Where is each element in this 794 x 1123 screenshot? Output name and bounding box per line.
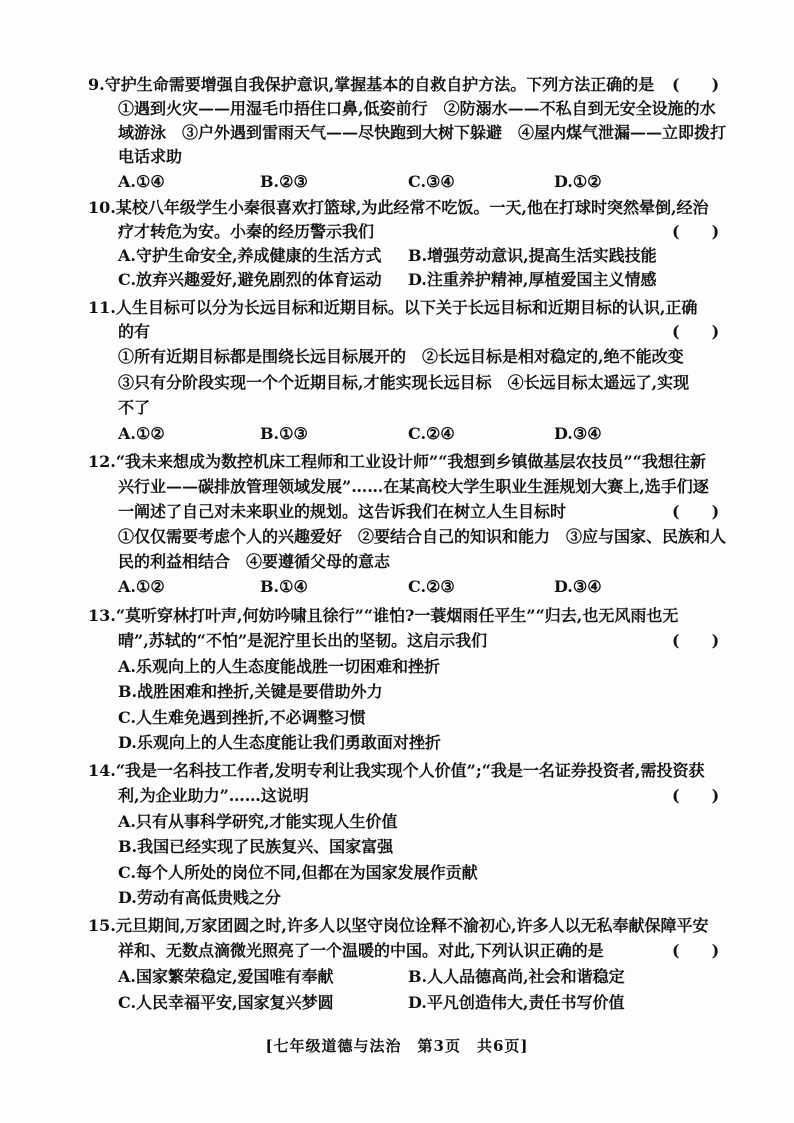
- question-text: ①仅仅需要考虑个人的兴趣爱好 ②要结合自己的知识和能力 ③应与国家、民族和人: [118, 527, 727, 546]
- question-stem: 11.人生目标可以分为长远目标和近期目标。以下关于长远目标和近期目标的认识,正确: [88, 298, 698, 317]
- option-d: D.③④: [554, 577, 602, 596]
- option-c: C.②③: [408, 577, 455, 596]
- question-text: 的有: [118, 322, 151, 341]
- option-c: C.放弃兴趣爱好,避免剧烈的体育运动: [118, 270, 382, 289]
- option-c: C.人生难免遇到挫折,不必调整习惯: [118, 708, 366, 727]
- option-row: [118, 423, 738, 445]
- question-text: 晴”,苏轼的“不怕”是泥泞里长出的坚韧。这启示我们: [118, 631, 488, 650]
- option-b: B.增强劳动意识,提高生活实践技能: [408, 246, 657, 265]
- option-b: B.①④: [260, 577, 308, 596]
- option-row: [118, 992, 738, 1014]
- question-stem: 10.某校八年级学生小秦很喜欢打篮球,为此经常不吃饭。一天,他在打球时突然晕倒,经治: [88, 198, 709, 217]
- answer-bracket: ( ): [672, 222, 720, 241]
- option-d: D.劳动有高低贵贱之分: [118, 888, 281, 907]
- option-d: D.乐观向上的人生态度能让我们勇敢面对挫折: [118, 733, 441, 752]
- option-a: A.①②: [118, 577, 165, 596]
- option-d: D.①②: [554, 172, 602, 191]
- option-row: [118, 576, 738, 598]
- option-b: B.①③: [260, 424, 308, 443]
- option-c: C.人民幸福平安,国家复兴梦圆: [118, 993, 334, 1012]
- question-text: 兴行业——碳排放管理领域发展”……在某高校大学生职业生涯规划大赛上,选手们逐: [118, 477, 709, 496]
- question-text: 域游泳 ③户外遇到雷雨天气——尽快跑到大树下躲避 ④屋内煤气泄漏——立即拨打: [118, 123, 727, 142]
- question-text: 电话求助: [118, 147, 183, 166]
- question-text: 民的利益相结合 ④要遵循父母的意志: [118, 552, 391, 571]
- option-c: C.每个人所处的岗位不同,但都在为国家发展作贡献: [118, 863, 478, 882]
- option-a: A.只有从事科学研究,才能实现人生价值: [118, 812, 398, 831]
- option-a: A.①②: [118, 424, 165, 443]
- option-a: A.国家繁荣稳定,爱国唯有奉献: [118, 967, 334, 986]
- question-stem: 15.元旦期间,万家团圆之时,许多人以坚守岗位诠释不渝初心,许多人以无私奉献保障平安: [88, 916, 709, 935]
- answer-bracket: ( ): [672, 631, 720, 650]
- answer-bracket: ( ): [672, 75, 720, 94]
- question-stem: 13.“莫听穿林打叶声,何妨吟啸且徐行”“谁怕?一蓑烟雨任平生”“归去,也无风雨也无: [88, 606, 679, 625]
- option-row: [118, 269, 738, 291]
- question-text: 疗才转危为安。小秦的经历警示我们: [118, 222, 375, 241]
- answer-bracket: ( ): [672, 786, 720, 805]
- option-a: A.守护生命安全,养成健康的生活方式: [118, 246, 382, 265]
- option-b: B.人人品德高尚,社会和谐稳定: [408, 967, 625, 986]
- answer-bracket: ( ): [672, 322, 720, 341]
- question-text: ①遇到火灾——用湿毛巾捂住口鼻,低姿前行 ②防溺水——不私自到无安全设施的水: [118, 99, 716, 118]
- question-stem: 14.“我是一名科技工作者,发明专利让我实现个人价值”;“我是一名证券投资者,需投资获: [88, 761, 705, 780]
- question-text: 祥和、无数点滴微光照亮了一个温暖的中国。对此,下列认识正确的是: [118, 941, 604, 960]
- option-row: [118, 245, 738, 267]
- option-a: A.乐观向上的人生态度能战胜一切困难和挫折: [118, 657, 440, 676]
- option-b: B.②③: [260, 172, 308, 191]
- option-d: D.平凡创造伟大,责任书写价值: [408, 993, 625, 1012]
- option-d: D.③④: [554, 424, 602, 443]
- option-c: C.③④: [408, 172, 455, 191]
- question-text: 一阐述了自己对未来职业的规划。这告诉我们在树立人生目标时: [118, 502, 567, 521]
- option-d: D.注重养护精神,厚植爱国主义情感: [408, 270, 657, 289]
- option-row: [118, 171, 738, 193]
- question-text: 不了: [118, 398, 151, 417]
- question-stem: 9.守护生命需要增强自我保护意识,掌握基本的自救自护方法。下列方法正确的是: [88, 75, 655, 94]
- question-text: 利,为企业助力”……这说明: [118, 786, 309, 805]
- option-row: [118, 966, 738, 988]
- question-text: ③只有分阶段实现一个个近期目标,才能实现长远目标 ④长远目标太遥远了,实现: [118, 373, 690, 392]
- option-c: C.②④: [408, 424, 455, 443]
- option-a: A.①④: [118, 172, 165, 191]
- question-stem: 12.“我未来想成为数控机床工程师和工业设计师”“我想到乡镇做基层农技员”“我想往新: [88, 452, 706, 471]
- answer-bracket: ( ): [672, 941, 720, 960]
- page-footer: [七年级道德与法治 第3页 共6页]: [265, 1037, 529, 1055]
- option-b: B.我国已经实现了民族复兴、国家富强: [118, 837, 394, 856]
- question-text: ①所有近期目标都是围绕长远目标展开的 ②长远目标是相对稳定的,绝不能改变: [118, 347, 684, 366]
- answer-bracket: ( ): [672, 502, 720, 521]
- option-b: B.战胜困难和挫折,关键是要借助外力: [118, 682, 383, 701]
